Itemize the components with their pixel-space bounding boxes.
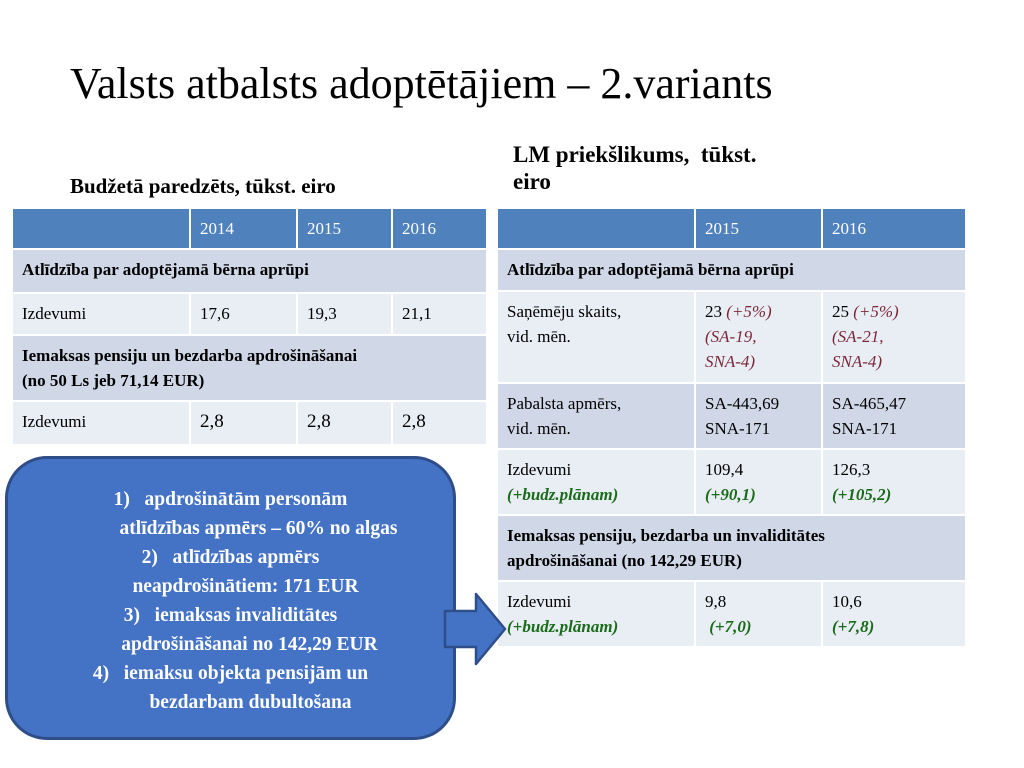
table-cell: 2,8: [190, 401, 297, 445]
cell-note: (SA-21,: [832, 327, 884, 346]
cell-value: 25: [832, 302, 849, 321]
callout-line: 1) apdrošinātām personām: [113, 489, 348, 510]
section-heading-line-2: apdrošināšanai (no 142,29 EUR): [507, 551, 742, 570]
section-heading: [497, 515, 966, 581]
right-subtitle-line-2: eiro: [513, 169, 551, 194]
row-label-line: Saņēmēju skaits,: [507, 302, 622, 321]
row-label-line: vid. mēn.: [507, 327, 571, 346]
table-cell: [822, 581, 966, 647]
proposal-section-row: [497, 515, 966, 581]
cell-change: (+7,8): [832, 617, 875, 636]
section-heading: [12, 335, 487, 401]
row-label: [497, 383, 695, 449]
budget-section-row: [12, 335, 487, 401]
cell-note: (SA-19,: [705, 327, 757, 346]
row-label-line: Izdevumi: [507, 460, 572, 479]
cell-value: 9,8: [705, 592, 727, 611]
table-cell: [822, 449, 966, 515]
table-cell: [695, 291, 822, 383]
arrow-right-icon: [442, 591, 508, 667]
callout-line: 4) iemaksu objekta pensijām un: [92, 663, 369, 684]
budget-table-header-row: [12, 208, 487, 249]
cell-value: SA-443,69: [705, 394, 780, 413]
row-label: Izdevumi: [12, 293, 190, 335]
row-label: [497, 581, 695, 647]
header-cell-empty: [497, 208, 695, 249]
right-table-subtitle: [513, 141, 873, 195]
section-heading-line-1: Iemaksas pensiju un bezdarba apdrošināšanai: [22, 346, 358, 365]
table-cell: 19,3: [297, 293, 392, 335]
callout-line: 2) atlīdzības apmērs: [141, 547, 320, 568]
cell-value: SA-465,47: [832, 394, 907, 413]
header-cell-year: 2015: [695, 208, 822, 249]
section-heading: Atlīdzība par adoptējamā bērna aprūpi: [497, 249, 966, 291]
table-row: [497, 449, 966, 515]
row-label-line: Pabalsta apmērs,: [507, 394, 622, 413]
left-table-subtitle: Budžetā paredzēts, tūkst. eiro: [70, 174, 336, 198]
cell-note: SNA-4): [832, 352, 883, 371]
cell-value: 126,3: [832, 460, 871, 479]
cell-change: (+5%): [853, 302, 899, 321]
table-cell: [695, 581, 822, 647]
row-label: [497, 291, 695, 383]
cell-value: 23: [705, 302, 722, 321]
table-cell: 21,1: [392, 293, 487, 335]
table-row: [12, 401, 487, 445]
table-cell: [695, 383, 822, 449]
table-cell: 2,8: [297, 401, 392, 445]
right-subtitle-line-1: LM priekšlikums, tūkst.: [513, 142, 757, 167]
row-label-line: vid. mēn.: [507, 419, 571, 438]
table-row: [497, 581, 966, 647]
cell-value: 109,4: [705, 460, 744, 479]
callout-line: neapdrošinātiem: 171 EUR: [132, 576, 359, 597]
row-label-line: (+budz.plānam): [507, 485, 619, 504]
table-cell: [822, 291, 966, 383]
callout-line: 3) iemaksas invaliditātes: [123, 605, 338, 626]
proposal-section-row: [497, 249, 966, 291]
table-row: [497, 383, 966, 449]
table-cell: 2,8: [392, 401, 487, 445]
row-label: [497, 449, 695, 515]
row-label-line: (+budz.plānam): [507, 617, 619, 636]
row-label-line: Izdevumi: [507, 592, 572, 611]
header-cell-year: 2016: [822, 208, 966, 249]
cell-change: (+7,0): [705, 617, 752, 636]
proposal-table-header-row: [497, 208, 966, 249]
cell-value: SNA-171: [705, 419, 771, 438]
callout-line: atlīdzības apmērs – 60% no algas: [119, 518, 398, 539]
section-heading-line-2: (no 50 Ls jeb 71,14 EUR): [22, 371, 205, 390]
cell-note: SNA-4): [705, 352, 756, 371]
table-row: [12, 293, 487, 335]
row-label: Izdevumi: [12, 401, 190, 445]
table-cell: 17,6: [190, 293, 297, 335]
proposal-table: [496, 207, 967, 648]
table-cell: [822, 383, 966, 449]
callout-line: apdrošināšanai no 142,29 EUR: [121, 634, 378, 655]
table-cell: [695, 449, 822, 515]
slide-title: Valsts atbalsts adoptētājiem – 2.variants: [70, 59, 773, 108]
callout-line: bezdarbam dubultošana: [149, 692, 352, 713]
table-row: [497, 291, 966, 383]
budget-section-row: [12, 249, 487, 293]
header-cell-year: 2015: [297, 208, 392, 249]
budget-table: [11, 207, 488, 446]
section-heading: Atlīdzība par adoptējamā bērna aprūpi: [12, 249, 487, 293]
cell-change: (+105,2): [832, 485, 892, 504]
header-cell-empty: [12, 208, 190, 249]
header-cell-year: 2016: [392, 208, 487, 249]
section-heading-line-1: Iemaksas pensiju, bezdarba un invaliditātes: [507, 526, 825, 545]
cell-change: (+90,1): [705, 485, 756, 504]
notes-callout: [5, 456, 456, 740]
header-cell-year: 2014: [190, 208, 297, 249]
cell-value: 10,6: [832, 592, 862, 611]
cell-change: (+5%): [726, 302, 772, 321]
cell-value: SNA-171: [832, 419, 898, 438]
